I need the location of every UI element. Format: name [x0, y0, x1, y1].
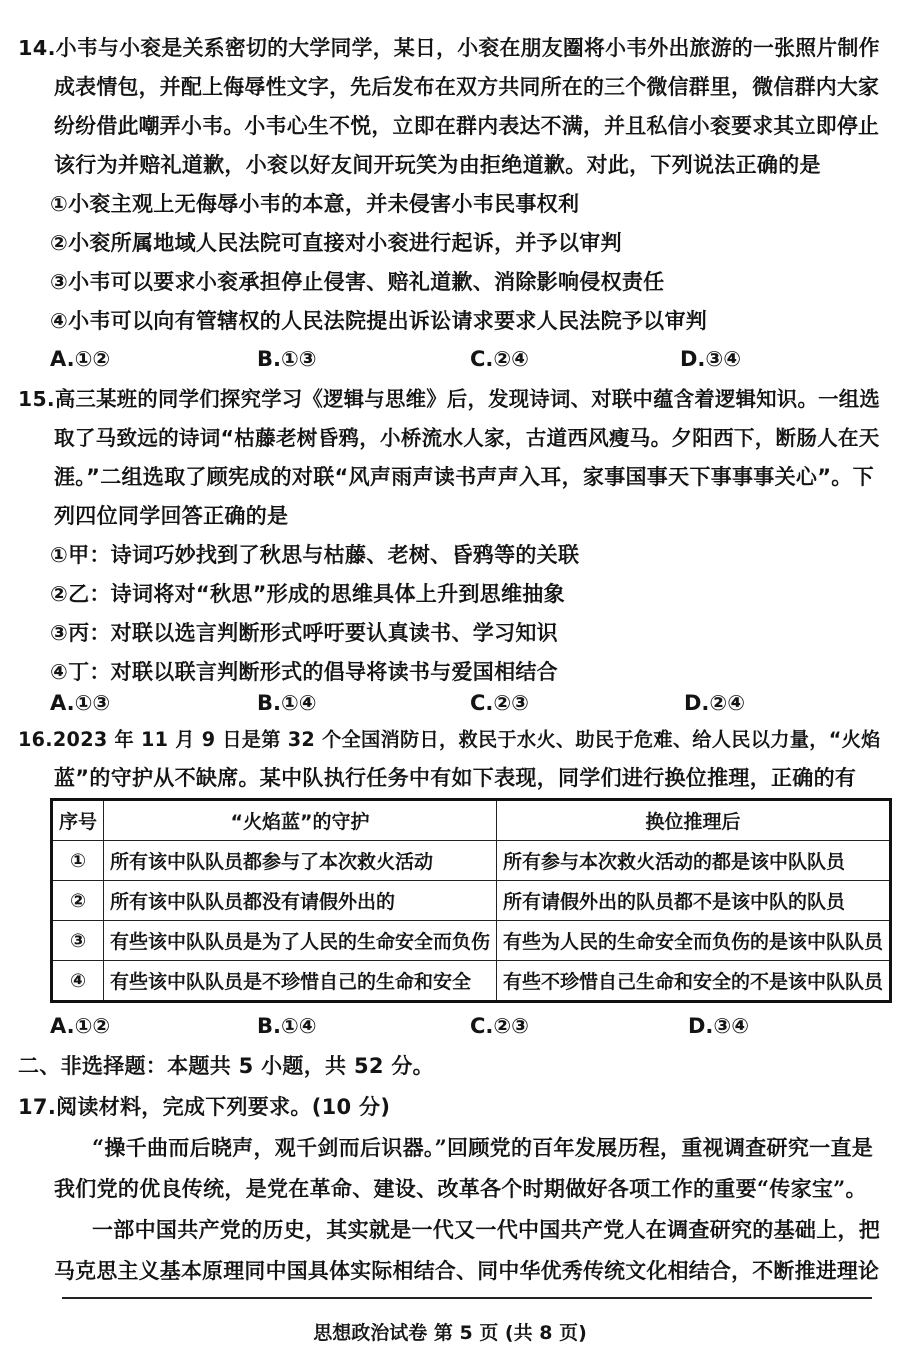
table-cell: ④ — [52, 961, 104, 1002]
q17-material-line-4: 马克思主义基本原理同中国具体实际相结合、同中华优秀传统文化相结合，不断推进理论 — [54, 1258, 880, 1283]
q15-item-4: ④丁：对联以联言判断形式的倡导将读书与爱国相结合 — [50, 660, 558, 684]
q16-option-d: D.③④ — [688, 1014, 749, 1038]
table-cell: 有些该中队队员是不珍惜自己的生命和安全 — [104, 961, 497, 1002]
table-header-cell: 序号 — [52, 800, 104, 841]
q17-material-line-1: “操千曲而后晓声，观千剑而后识器。”回顾党的百年发展历程，重视调查研究一直是 — [92, 1135, 874, 1160]
q16-option-a: A.①② — [50, 1014, 111, 1038]
q15-item-2: ②乙：诗词将对“秋思”形成的思维具体上升到思维抽象 — [50, 582, 565, 606]
q17-title: 17.阅读材料，完成下列要求。(10 分) — [18, 1095, 391, 1119]
q15-option-c: C.②③ — [470, 691, 529, 715]
q16-line-2: 蓝”的守护从不缺席。某中队执行任务中有如下表现，同学们进行换位推理，正确的有 — [54, 766, 857, 790]
table-cell: 有些该中队队员是为了人民的生命安全而负伤 — [104, 921, 497, 961]
table-row — [52, 921, 891, 961]
table-cell: ② — [52, 881, 104, 921]
q14-line-2: 成表情包，并配上侮辱性文字，先后发布在双方共同所在的三个微信群里，微信群内大家 — [54, 75, 880, 99]
table-row — [52, 881, 891, 921]
q17-material-line-2: 我们党的优良传统，是党在革命、建设、改革各个时期做好各项工作的重要“传家宝”。 — [54, 1176, 867, 1201]
q15-line-4: 列四位同学回答正确的是 — [54, 504, 289, 528]
table-row — [52, 841, 891, 881]
table-cell: 有些为人民的生命安全而负伤的是该中队队员 — [497, 921, 891, 961]
table-cell: 有些不珍惜自己生命和安全的不是该中队队员 — [497, 961, 891, 1002]
table-cell: 所有参与本次救火活动的都是该中队队员 — [497, 841, 891, 881]
q14-item-4: ④小韦可以向有管辖权的人民法院提出诉讼请求要求人民法院予以审判 — [50, 309, 708, 333]
table-header-cell: 换位推理后 — [497, 800, 891, 841]
q14-item-3: ③小韦可以要求小衮承担停止侵害、赔礼道歉、消除影响侵权责任 — [50, 270, 665, 294]
table-header-row — [52, 800, 891, 841]
q14-item-2: ②小衮所属地域人民法院可直接对小衮进行起诉，并予以审判 — [50, 231, 622, 255]
q17-material-line-3: 一部中国共产党的历史，其实就是一代又一代中国共产党人在调查研究的基础上，把 — [92, 1217, 881, 1242]
q15-option-a: A.①③ — [50, 691, 111, 715]
q14-option-a: A.①② — [50, 347, 111, 371]
q14-option-c: C.②④ — [470, 347, 529, 371]
q14-option-b: B.①③ — [257, 347, 317, 371]
table-cell: ③ — [52, 921, 104, 961]
table-cell: 所有请假外出的队员都不是该中队的队员 — [497, 881, 891, 921]
q15-line-3: 涯。”二组选取了顾宪成的对联“风声雨声读书声声入耳，家事国事天下事事事关心”。下 — [54, 465, 874, 489]
q14-line-4: 该行为并赔礼道歉，小衮以好友间开玩笑为由拒绝道歉。对此，下列说法正确的是 — [54, 153, 821, 177]
q15-option-b: B.①④ — [257, 691, 317, 715]
table-row — [52, 961, 891, 1002]
q14-line-3: 纷纷借此嘲弄小韦。小韦心生不悦，立即在群内表达不满，并且私信小衮要求其立即停止 — [54, 114, 880, 138]
q15-line-1: 15.高三某班的同学们探究学习《逻辑与思维》后，发现诗词、对联中蕴含着逻辑知识。一组选 — [18, 387, 881, 411]
q16-line-1: 16.2023 年 11 月 9 日是第 32 个全国消防日，救民于水火、助民于危难、给人民以力量，“火焰 — [18, 728, 881, 751]
q15-line-2: 取了马致远的诗词“枯藤老树昏鸦，小桥流水人家，古道西风瘦马。夕阳西下，断肠人在天 — [54, 426, 880, 450]
q16-option-b: B.①④ — [257, 1014, 317, 1038]
q14-line-1: 14.小韦与小衮是关系密切的大学同学，某日，小衮在朋友圈将小韦外出旅游的一张照片制作 — [18, 36, 880, 60]
q16-table — [50, 798, 892, 1003]
table-cell: 所有该中队队员都没有请假外出的 — [104, 881, 497, 921]
table-cell: ① — [52, 841, 104, 881]
q14-option-d: D.③④ — [680, 347, 741, 371]
section-2-heading: 二、非选择题：本题共 5 小题，共 52 分。 — [18, 1054, 434, 1078]
table-header-cell: “火焰蓝”的守护 — [104, 800, 497, 841]
handwritten-underline — [62, 1297, 872, 1299]
q15-item-1: ①甲：诗词巧妙找到了秋思与枯藤、老树、昏鸦等的关联 — [50, 543, 580, 567]
q16-option-c: C.②③ — [470, 1014, 529, 1038]
q14-item-1: ①小衮主观上无侮辱小韦的本意，并未侵害小韦民事权利 — [50, 192, 580, 216]
page-footer: 思想政治试卷 第 5 页 (共 8 页) — [313, 1322, 587, 1344]
table-cell: 所有该中队队员都参与了本次救火活动 — [104, 841, 497, 881]
q15-option-d: D.②④ — [684, 691, 745, 715]
q15-item-3: ③丙：对联以选言判断形式呼吁要认真读书、学习知识 — [50, 621, 558, 645]
